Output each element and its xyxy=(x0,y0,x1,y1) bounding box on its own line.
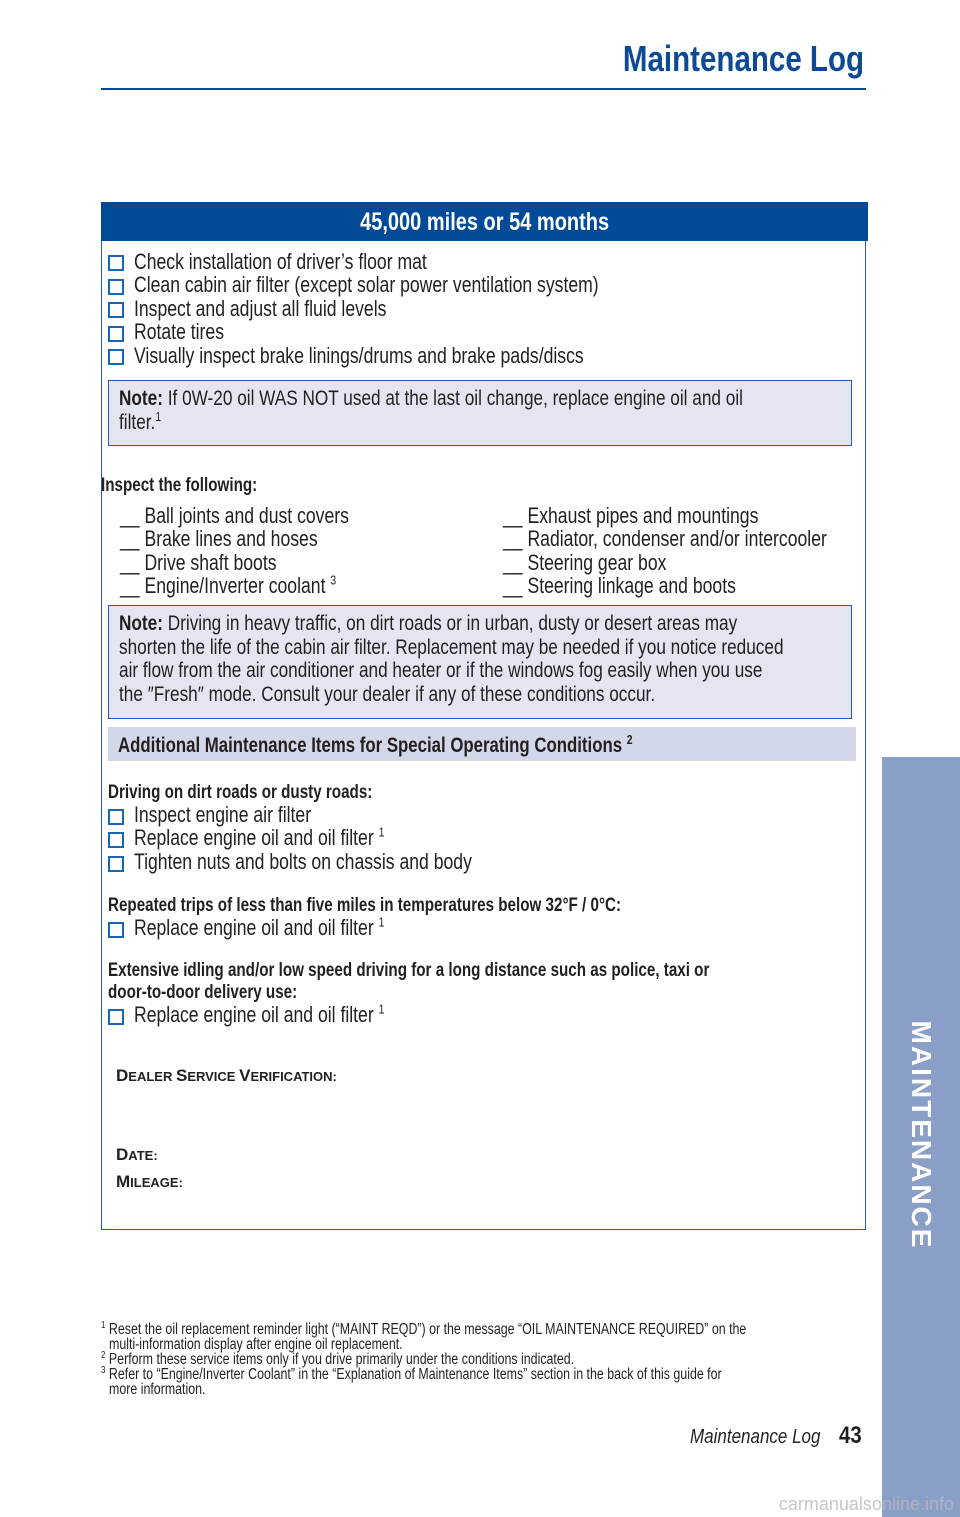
footnote-number: 1 xyxy=(101,1319,106,1331)
footnote-ref: 1 xyxy=(378,1001,385,1017)
inspect-item: __ Steering linkage and boots xyxy=(503,573,736,598)
checkbox[interactable] xyxy=(108,302,124,318)
checkbox[interactable] xyxy=(108,809,124,825)
footnote-ref: 1 xyxy=(155,408,162,424)
page-number: 43 xyxy=(839,1422,862,1449)
inspect-item: __ Brake lines and hoses xyxy=(120,526,318,551)
oil-note-box xyxy=(108,380,852,446)
checkbox[interactable] xyxy=(108,326,124,342)
note-text: If 0W-20 oil WAS NOT used at the last oil change, replace engine oil and oil xyxy=(162,386,743,410)
footnote-number: 3 xyxy=(101,1364,106,1376)
note-text: air flow from the air conditioner and heater or if the windows fog easily when you use xyxy=(119,658,763,682)
checklist-item: Visually inspect brake linings/drums and brake pads/discs xyxy=(134,343,584,368)
checklist-item: Inspect and adjust all fluid levels xyxy=(134,296,387,321)
note-text: the ″Fresh″ mode. Consult your dealer if any of these conditions occur. xyxy=(119,682,656,706)
watermark: carmanualsonline.info xyxy=(778,1494,954,1514)
interval-title: 45,000 miles or 54 months xyxy=(359,208,609,236)
footnote-ref: 2 xyxy=(626,732,633,747)
title-rule xyxy=(101,88,866,90)
condition-heading: Extensive idling and/or low speed driving for a long distance such as police, taxi or xyxy=(108,960,710,981)
condition-item: Replace engine oil and oil filter $^1$ xyxy=(134,824,385,850)
interval-header xyxy=(101,202,868,241)
condition-item: Replace engine oil and oil filter $^1$ xyxy=(134,1001,385,1027)
condition-heading: door-to-door delivery use: xyxy=(108,982,298,1003)
checklist-item: Clean cabin air filter (except solar power ventilation system) xyxy=(134,272,599,297)
condition-heading: Repeated trips of less than five miles in temperatures below 32°F / 0°C: xyxy=(108,895,622,916)
inspect-item: __ Drive shaft boots xyxy=(120,550,277,575)
inspect-item: __ Engine/Inverter coolant $^3$ xyxy=(120,572,337,598)
note-text: Driving in heavy traffic, on dirt roads or in urban, dusty or desert areas may xyxy=(162,611,738,635)
footnotes xyxy=(101,1319,908,1398)
special-conditions-bar xyxy=(108,727,856,761)
note-label: Note: xyxy=(119,611,163,635)
footnote-ref: 1 xyxy=(378,914,385,930)
checkbox[interactable] xyxy=(108,1009,124,1025)
page-title: Maintenance Log xyxy=(622,38,864,79)
condition-item: Replace engine oil and oil filter $^1$ xyxy=(134,914,385,940)
condition-item: Inspect engine air filter xyxy=(134,802,312,827)
checkbox[interactable] xyxy=(108,832,124,848)
footnote-ref: 3 xyxy=(330,572,337,588)
footnote-text: Refer to “Engine/Inverter Coolant” in the “Explanation of Maintenance Items” section in the back of this guide for xyxy=(108,1366,722,1383)
checkbox[interactable] xyxy=(108,279,124,295)
note-text: shorten the life of the cabin air filter. Replacement may be needed if you notice reduced xyxy=(119,635,784,659)
footnote-text: more information. xyxy=(109,1381,206,1398)
footnote-text: multi-information display after engine oil replacement. xyxy=(109,1336,403,1353)
checkbox[interactable] xyxy=(108,922,124,938)
inspect-heading: Inspect the following: xyxy=(101,475,258,496)
special-conditions-title: Additional Maintenance Items for Special Operating Conditions xyxy=(118,734,627,757)
inspect-item: __ Steering gear box xyxy=(503,550,667,575)
checkbox[interactable] xyxy=(108,255,124,271)
condition-heading: Driving on dirt roads or dusty roads: xyxy=(108,782,373,803)
checkbox[interactable] xyxy=(108,856,124,872)
inspect-item: __ Ball joints and dust covers xyxy=(120,503,349,528)
inspect-item: __ Radiator, condenser and/or intercooler xyxy=(503,526,827,551)
checkbox[interactable] xyxy=(108,349,124,365)
footnote-text: Perform these service items only if you drive primarily under the conditions indicated. xyxy=(108,1351,575,1368)
footer-section-label: Maintenance Log xyxy=(689,1426,820,1448)
note-label: Note: xyxy=(119,386,163,410)
cabin-filter-note-box xyxy=(108,605,852,719)
footnote-number: 2 xyxy=(101,1349,106,1361)
checklist-item: Rotate tires xyxy=(134,319,224,344)
inspect-item: __ Exhaust pipes and mountings xyxy=(503,503,759,528)
footnote-ref: 1 xyxy=(378,824,385,840)
checklist-item: Check installation of driver’s floor mat xyxy=(134,249,427,274)
condition-item: Tighten nuts and bolts on chassis and body xyxy=(134,849,472,874)
footnote-text: Reset the oil replacement reminder light (“MAINT REQD”) or the message “OIL MAINTENANCE REQUIRED” on the xyxy=(108,1321,747,1338)
note-text: filter. xyxy=(119,410,156,434)
mileage-label: MILEAGE: xyxy=(116,1172,183,1191)
section-tab-label: MAINTENANCE xyxy=(906,1020,937,1250)
dealer-verification-label: DEALER SERVICE VERIFICATION: xyxy=(116,1066,337,1085)
date-label: DATE: xyxy=(116,1145,158,1164)
